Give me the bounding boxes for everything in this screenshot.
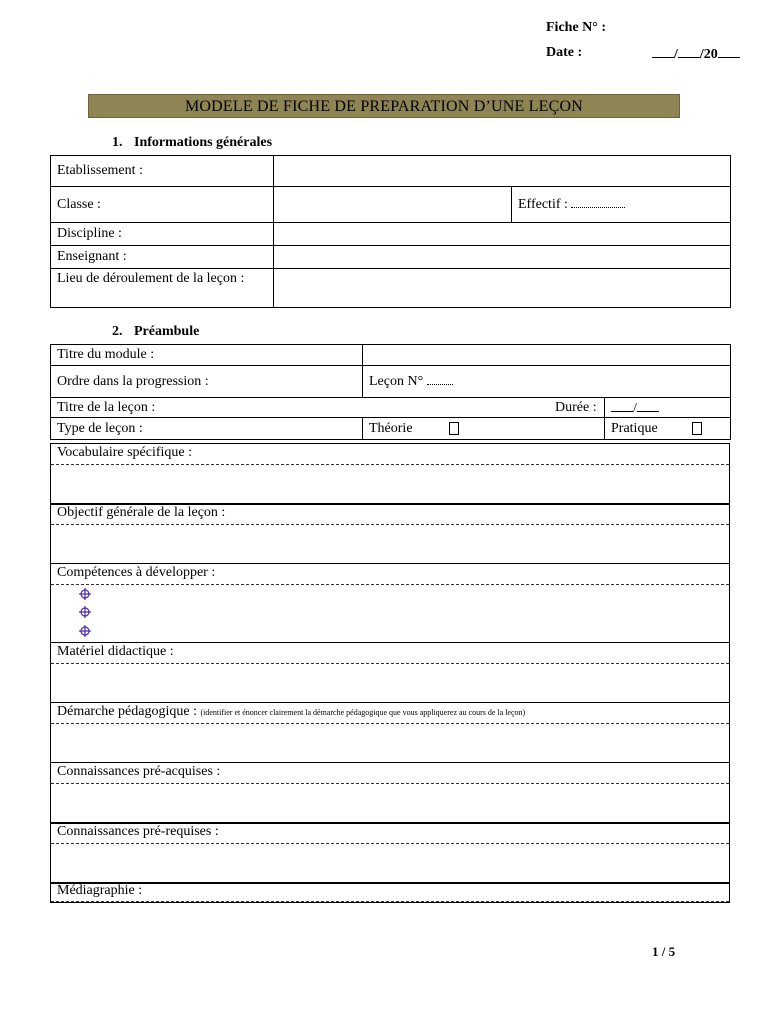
date-year-blank[interactable] xyxy=(718,45,740,58)
section-2-heading xyxy=(112,324,199,340)
demarche-note: (identifier et énoncer clairement la démarche pédagogique que vous appliquerez au cours de la leçon) xyxy=(200,708,526,717)
section-2-title: Préambule xyxy=(134,324,200,339)
date-sep-2: /20 xyxy=(699,47,718,62)
connaissances-requises-field[interactable] xyxy=(51,844,729,881)
titre-lecon-label: Titre de la leçon : xyxy=(57,399,156,415)
demarche-row xyxy=(57,704,525,720)
connaissances-requises-label: Connaissances pré-requises : xyxy=(57,824,219,839)
etablissement-field[interactable] xyxy=(274,156,731,187)
demarche-field[interactable] xyxy=(51,724,729,761)
type-lecon-label: Type de leçon : xyxy=(51,418,363,440)
duree-sep: / xyxy=(633,400,637,416)
page-number: 1 / 5 xyxy=(652,944,676,959)
theorie-option[interactable] xyxy=(363,418,605,440)
discipline-label: Discipline : xyxy=(51,223,274,246)
objectif-label: Objectif générale de la leçon : xyxy=(57,505,226,520)
date-label: Date : xyxy=(546,45,583,60)
date-field[interactable] xyxy=(652,45,740,63)
section-1-number: 1. xyxy=(112,135,123,150)
mediagraphie-divider xyxy=(51,901,729,902)
enseignant-label: Enseignant : xyxy=(51,246,274,269)
effectif-label: Effectif : xyxy=(518,197,568,212)
connaissances-acquises-label: Connaissances pré-acquises : xyxy=(57,764,221,779)
demarche-label: Démarche pédagogique : xyxy=(57,704,197,719)
vocabulaire-field[interactable] xyxy=(51,465,729,502)
duree-minutes-blank[interactable] xyxy=(637,399,659,412)
fiche-number-label: Fiche N° : xyxy=(546,20,607,35)
duree-field[interactable] xyxy=(605,398,731,418)
date-day-blank[interactable] xyxy=(652,45,674,58)
date-month-blank[interactable] xyxy=(678,45,700,58)
enseignant-field[interactable] xyxy=(274,246,731,269)
lieu-field[interactable] xyxy=(274,269,731,308)
titre-module-label: Titre du module : xyxy=(51,345,363,366)
theorie-checkbox[interactable] xyxy=(449,422,459,435)
lecon-number-blank[interactable] xyxy=(427,373,453,385)
section-divider xyxy=(51,762,729,763)
theorie-label: Théorie xyxy=(369,420,413,436)
duree-label: Durée : xyxy=(555,400,597,415)
discipline-field[interactable] xyxy=(274,223,731,246)
materiel-field[interactable] xyxy=(51,664,729,701)
section-1-title: Informations générales xyxy=(134,135,273,150)
section-divider xyxy=(51,702,729,703)
titre-module-field[interactable] xyxy=(363,345,731,366)
section-2-number: 2. xyxy=(112,324,123,339)
preamble-details xyxy=(50,443,730,903)
pratique-checkbox[interactable] xyxy=(692,422,702,435)
effectif-cell[interactable] xyxy=(512,187,731,223)
crosshair-bullet-icon xyxy=(79,606,91,618)
materiel-label: Matériel didactique : xyxy=(57,644,174,659)
pratique-option[interactable] xyxy=(605,418,731,440)
classe-label: Classe : xyxy=(51,187,274,223)
connaissances-acquises-field[interactable] xyxy=(51,784,729,821)
general-info-table xyxy=(50,155,731,308)
pratique-label: Pratique xyxy=(611,420,658,436)
effectif-blank[interactable] xyxy=(571,196,625,208)
classe-field[interactable] xyxy=(274,187,512,223)
competences-field[interactable] xyxy=(95,585,729,641)
section-1-heading xyxy=(112,135,272,151)
crosshair-bullet-icon xyxy=(79,625,91,637)
vocabulaire-label: Vocabulaire spécifique : xyxy=(57,445,193,460)
competences-label: Compétences à développer : xyxy=(57,565,216,580)
mediagraphie-label: Médiagraphie : xyxy=(57,883,143,898)
section-divider xyxy=(51,642,729,643)
preamble-table xyxy=(50,344,731,440)
etablissement-label: Etablissement : xyxy=(51,156,274,187)
ordre-label: Ordre dans la progression : xyxy=(51,366,363,398)
document-title: MODELE DE FICHE DE PREPARATION D’UNE LEÇON xyxy=(88,94,680,118)
titre-lecon-cell[interactable] xyxy=(51,398,605,418)
section-divider xyxy=(51,563,729,564)
lecon-number-label: Leçon N° xyxy=(369,374,424,389)
lecon-number-cell[interactable] xyxy=(363,366,731,398)
duree-hours-blank[interactable] xyxy=(611,399,633,412)
crosshair-bullet-icon xyxy=(79,588,91,600)
section-divider xyxy=(51,882,729,884)
lieu-label: Lieu de déroulement de la leçon : xyxy=(51,269,274,308)
objectif-field[interactable] xyxy=(51,525,729,562)
date-sep-1: / xyxy=(674,47,678,62)
